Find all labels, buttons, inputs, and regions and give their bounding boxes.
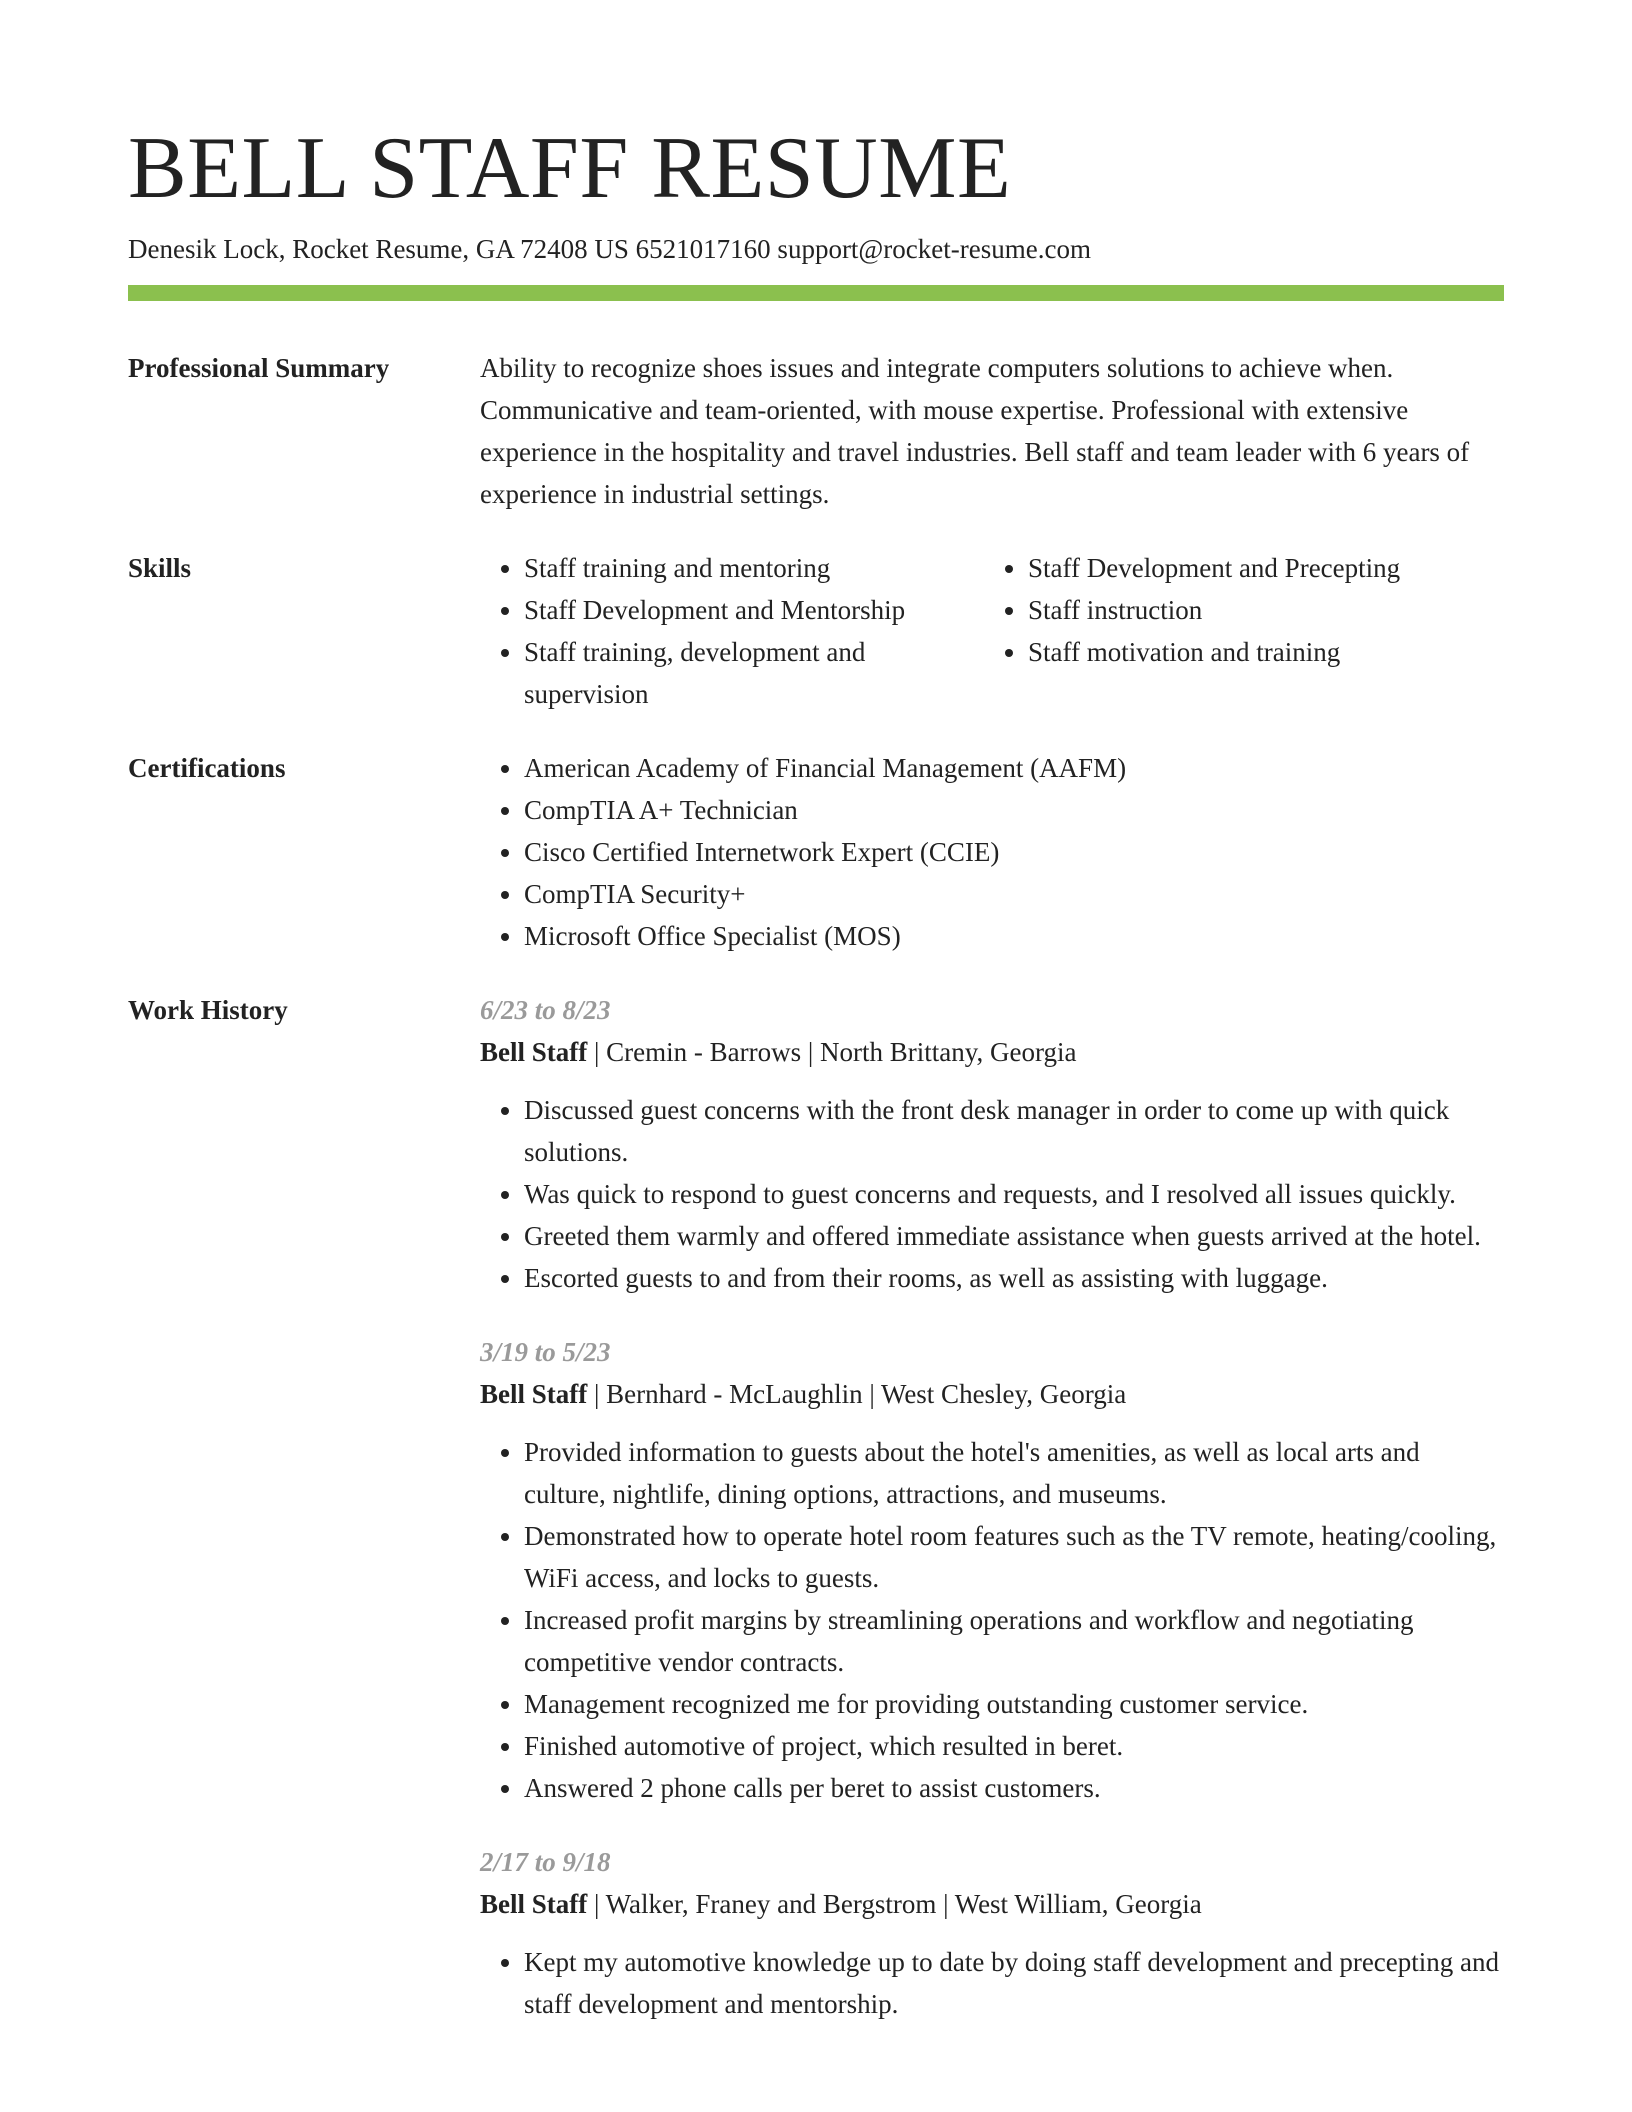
work-history-content	[480, 989, 1504, 2057]
certifications-heading: Certifications	[128, 753, 286, 783]
certification-item: • Microsoft Office Specialist (MOS)	[524, 915, 1504, 957]
summary-heading: Professional Summary	[128, 353, 390, 383]
job-bullet: • Answered 2 phone calls per beret to assist customers.	[524, 1767, 1504, 1809]
skill-item: • Staff training, development and supervision	[524, 631, 984, 715]
contact-line: Denesik Lock, Rocket Resume, GA 72408 US 6521017160 support@rocket-resume.com	[128, 234, 1091, 264]
job-bullet: • Management recognized me for providing outstanding customer service.	[524, 1683, 1504, 1725]
job-bullets	[480, 1431, 1504, 1809]
job-entry	[480, 989, 1504, 1299]
job-role: Bell Staff	[480, 1889, 588, 1919]
certifications-list	[480, 747, 1504, 957]
skill-item: • Staff Development and Precepting	[1028, 547, 1504, 589]
skill-item: • Staff instruction	[1028, 589, 1504, 631]
job-dates: 3/19 to 5/23	[480, 1337, 611, 1367]
job-bullet: • Increased profit margins by streamlining operations and workflow and negotiating competitive vendor contracts.	[524, 1599, 1504, 1683]
skill-item: • Staff motivation and training	[1028, 631, 1504, 673]
certification-item: • CompTIA A+ Technician	[524, 789, 1504, 831]
job-role: Bell Staff	[480, 1037, 588, 1067]
job-bullet: • Provided information to guests about the hotel's amenities, as well as local arts and culture, nightlife, dining options, attractions, and museums.	[524, 1431, 1504, 1515]
job-bullet: • Discussed guest concerns with the front desk manager in order to come up with quick solutions.	[524, 1089, 1504, 1173]
job-employer-location: | Walker, Franey and Bergstrom | West William, Georgia	[587, 1889, 1202, 1919]
job-bullet: • Was quick to respond to guest concerns and requests, and I resolved all issues quickly.	[524, 1173, 1504, 1215]
job-bullet: • Escorted guests to and from their rooms, as well as assisting with luggage.	[524, 1257, 1504, 1299]
job-bullet: • Kept my automotive knowledge up to date by doing staff development and precepting and staff development and mentorship.	[524, 1941, 1504, 2025]
job-title-line	[480, 1031, 1504, 1073]
work-history-heading: Work History	[128, 995, 288, 1025]
job-bullets	[480, 1941, 1504, 2025]
certification-item: • American Academy of Financial Management (AAFM)	[524, 747, 1504, 789]
skills-list	[480, 547, 1504, 715]
job-entry	[480, 1331, 1504, 1809]
job-role: Bell Staff	[480, 1379, 588, 1409]
job-entry	[480, 1841, 1504, 2025]
certification-item: • CompTIA Security+	[524, 873, 1504, 915]
job-employer-location: | Cremin - Barrows | North Brittany, Georgia	[587, 1037, 1077, 1067]
skills-column-right	[984, 547, 1504, 715]
job-bullet: • Greeted them warmly and offered immediate assistance when guests arrived at the hotel.	[524, 1215, 1504, 1257]
job-bullets	[480, 1089, 1504, 1299]
skill-item: • Staff training and mentoring	[524, 547, 984, 589]
resume-title: BELL STAFF RESUME	[128, 120, 1012, 217]
summary-content	[480, 347, 1504, 515]
job-bullet: • Finished automotive of project, which resulted in beret.	[524, 1725, 1504, 1767]
job-employer-location: | Bernhard - McLaughlin | West Chesley, Georgia	[587, 1379, 1127, 1409]
job-title-line	[480, 1883, 1504, 1925]
accent-divider	[128, 285, 1504, 301]
job-dates: 6/23 to 8/23	[480, 995, 611, 1025]
certification-item: • Cisco Certified Internetwork Expert (CCIE)	[524, 831, 1504, 873]
job-dates: 2/17 to 9/18	[480, 1847, 611, 1877]
skills-heading: Skills	[128, 553, 192, 583]
summary-text: Ability to recognize shoes issues and integrate computers solutions to achieve when. Communicative and team-oriented, with mouse expertise. Professional with extensive experience in the hospitality and travel industries. Bell staff and team leader with 6 years of experience in industrial settings.	[480, 353, 1470, 509]
skill-item: • Staff Development and Mentorship	[524, 589, 984, 631]
job-title-line	[480, 1373, 1504, 1415]
job-bullet: • Demonstrated how to operate hotel room features such as the TV remote, heating/cooling, WiFi access, and locks to guests.	[524, 1515, 1504, 1599]
skills-column-left	[480, 547, 984, 715]
